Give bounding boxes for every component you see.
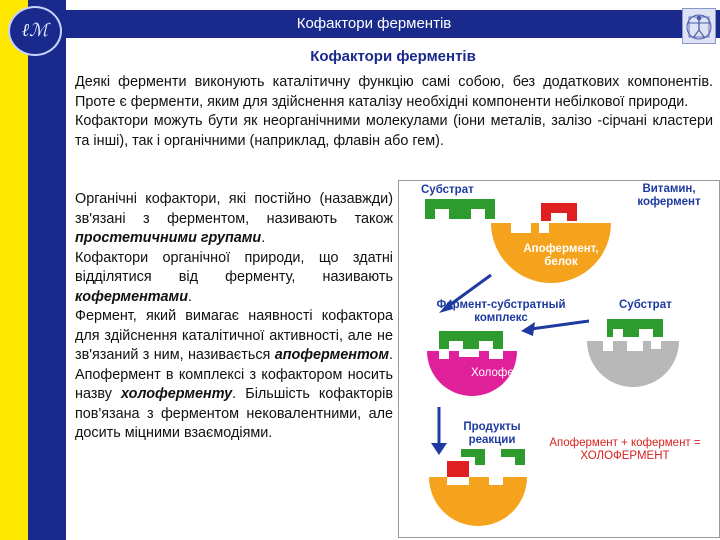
label-products: Продукты реакции [463, 421, 521, 446]
left-blue-band [28, 0, 66, 540]
term-coenzymes: коферментами [75, 288, 188, 305]
university-logo-icon [8, 6, 62, 56]
grey-enzyme-shape [587, 341, 679, 387]
product-shape-2 [501, 449, 525, 465]
term-holoenzyme: холоферменту [121, 386, 233, 402]
intro-paragraph-1: Деякі ферменти виконують каталітичну функцію самі собою, без додаткових компонентів. Проте є ферменти, яким для здійснення каталізу необхідні компоненти небілкової природи. [75, 74, 713, 110]
term-apoenzyme: апоферментом [274, 347, 389, 363]
coenzyme-shape-top [541, 203, 577, 221]
vitruvian-man-icon [682, 8, 716, 44]
label-holoenzyme: Холофермент [471, 367, 547, 379]
intro-text [75, 73, 713, 151]
definition-apoenzyme-holoenzyme: Фермент, який вимагає наявності кофактора для здійснення каталітичної активності, але не зв'язаний з ним, називається апоферментом. Апофермент в комплексі з кофактором носить назву холоферменту. Більшість кофакторів пов'язана з ферментом нековалентними, але досить міцними взаємодіями. [75, 308, 393, 441]
definition-prosthetic-groups: Органічні кофактори, які постійно (назавжди) зв'язані з ферментом, називають також простетичними групами. [75, 191, 393, 246]
definition-coenzymes: Кофактори органічної природи, що здатні відділятися від ферменту, називають коферментами. [75, 249, 393, 305]
apoenzyme-shape-bottom [429, 477, 527, 526]
coenzyme-shape-bottom [447, 461, 469, 477]
definitions-text [75, 190, 393, 444]
label-es-complex: Фермент-субстратный комплекс [436, 299, 566, 324]
header-title: Кофактори ферментів [296, 15, 452, 32]
cofactor-diagram [398, 180, 720, 538]
label-apoenzyme: Апофермент, белок [523, 243, 599, 268]
label-vitamin-coenzyme: Витамин, кофермент [637, 183, 701, 208]
substrate-shape-top [425, 199, 495, 219]
substrate-shape-complex [439, 331, 503, 349]
logo-monogram: ℓℳ [21, 20, 49, 41]
label-substrate-right: Субстрат [619, 299, 672, 311]
term-prosthetic-groups: простетичними групами [75, 230, 262, 246]
label-substrate-top: Субстрат [421, 184, 474, 196]
left-yellow-stripe [0, 0, 28, 540]
slide-title: Кофактори ферментів [310, 48, 476, 65]
intro-paragraph-2: Кофактори можуть бути як неорганічними молекулами (іони металів, залізо -сірчані кластери та інші), так і органічними (наприклад, флавін або гем). [75, 113, 713, 149]
label-equation: Апофермент + кофермент = ХОЛОФЕРМЕНТ [549, 437, 701, 462]
substrate-shape-right [607, 319, 663, 337]
